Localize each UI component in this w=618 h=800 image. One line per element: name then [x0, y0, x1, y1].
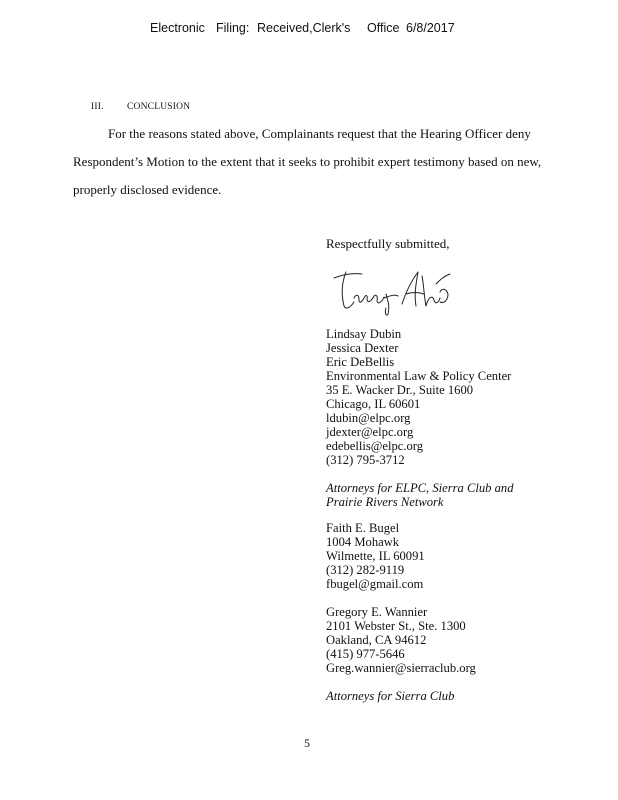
address-street: 35 E. Wacker Dr., Suite 1600 — [326, 383, 474, 397]
paragraph-line-3: properly disclosed evidence. — [73, 182, 222, 197]
organization-name: Environmental Law & Policy Center — [326, 369, 512, 383]
phone-number: (312) 795-3712 — [326, 453, 405, 467]
header-word-office: Office — [367, 21, 400, 35]
signature-block-elpc — [326, 327, 514, 509]
header-word-electronic: Electronic — [150, 21, 205, 35]
address-street: 1004 Mohawk — [326, 535, 400, 549]
page-number: 5 — [304, 736, 310, 750]
signature-block-wannier — [326, 605, 476, 703]
closing-text: Respectfully submitted, — [326, 236, 450, 251]
attorney-name: Lindsay Dubin — [326, 327, 402, 341]
email-address: ldubin@elpc.org — [326, 411, 411, 425]
section-number: III. — [91, 102, 104, 112]
signature-block-bugel — [326, 521, 425, 591]
header-word-filing: Filing: — [216, 21, 250, 35]
handwritten-signature — [332, 264, 457, 316]
attorney-name: Faith E. Bugel — [326, 521, 400, 535]
email-address: edebellis@elpc.org — [326, 439, 424, 453]
phone-number: (312) 282-9119 — [326, 563, 405, 577]
section-title: CONCLUSION — [127, 102, 191, 112]
address-city: Oakland, CA 94612 — [326, 633, 427, 647]
header-date: 6/8/2017 — [406, 21, 455, 35]
attorney-name: Eric DeBellis — [326, 355, 395, 369]
email-address: jdexter@elpc.org — [326, 425, 414, 439]
paragraph-line-1: For the reasons stated above, Complainants request that the Hearing Officer deny — [108, 126, 531, 141]
address-street: 2101 Webster St., Ste. 1300 — [326, 619, 466, 633]
attorney-name: Jessica Dexter — [326, 341, 399, 355]
paragraph-line-2: Respondent’s Motion to the extent that it seeks to prohibit expert testimony based on new, — [73, 154, 542, 169]
address-city: Wilmette, IL 60091 — [326, 549, 425, 563]
phone-number: (415) 977-5646 — [326, 647, 405, 661]
email-address: fbugel@gmail.com — [326, 577, 424, 591]
attorneys-for-line: Attorneys for Sierra Club — [326, 689, 455, 703]
attorney-name: Gregory E. Wannier — [326, 605, 428, 619]
email-address: Greg.wannier@sierraclub.org — [326, 661, 476, 675]
header-word-received: Received,Clerk's — [257, 21, 351, 35]
attorneys-for-line: Attorneys for ELPC, Sierra Club and — [326, 481, 514, 495]
address-city: Chicago, IL 60601 — [326, 397, 421, 411]
attorneys-for-line: Prairie Rivers Network — [326, 495, 444, 509]
